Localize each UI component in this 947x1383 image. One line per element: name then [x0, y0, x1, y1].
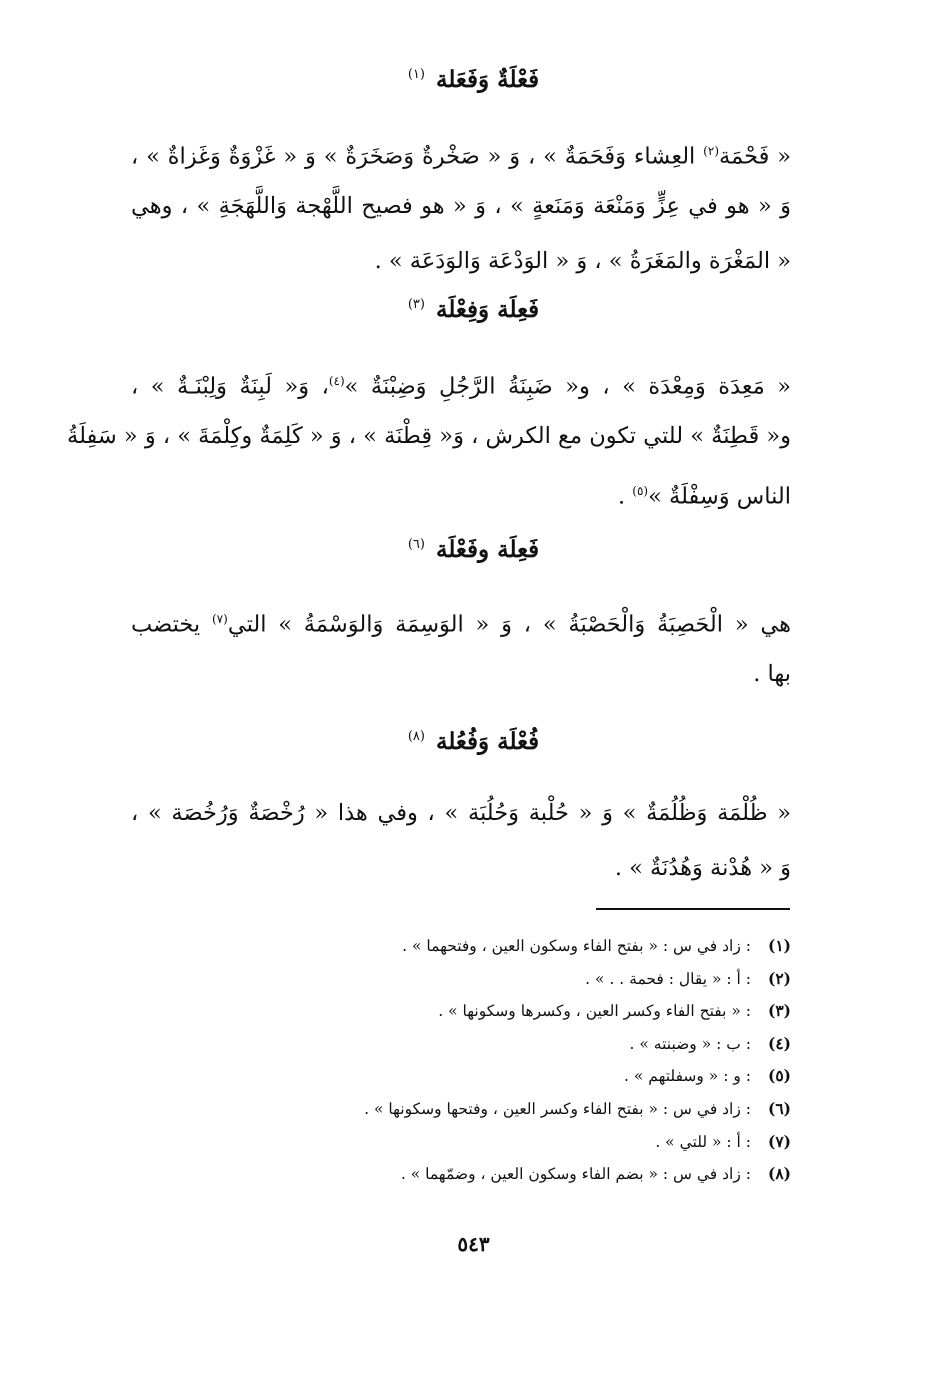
paragraph-line: هي « الْحَصِبَةُ وَالْحَصْبَةُ » ، وَ « الوَسِمَة وَالوَسْمَةُ » التي$^{(٧)}$ يختضب [131, 611, 791, 638]
footnote-divider [596, 908, 790, 910]
page-number: ٥٤٣ [457, 1232, 490, 1256]
section-paragraph-2 [67, 354, 792, 519]
section-heading-3: فَعِلَة وفَعْلَة $^{(٦)}$ [407, 536, 540, 563]
section-paragraph-1 [131, 124, 791, 289]
paragraph-line: وَ « هو في عِزٍّ وَمَنْعَة وَمَنَعةٍ » ، وَ « هو فصيح اللَّهْجة وَاللَّهَجَةِ » ، وهي [131, 193, 791, 219]
section-paragraph-3 [131, 592, 791, 702]
paragraph-line: بها . [753, 661, 791, 687]
footnote-item: (٧): أ : « للتي » . [655, 1131, 791, 1151]
heading-footnote-ref: (٨) [407, 729, 425, 745]
heading-footnote-ref: (٦) [407, 537, 425, 553]
section-heading-4: فُعْلَة وَفُعُلة $^{(٨)}$ [407, 728, 540, 755]
footnote-item: (٤): ب : « وضبنته » . [629, 1033, 791, 1053]
footnote-ref: (٢) [703, 144, 719, 158]
section-heading-2: فَعِلَة وَفِعْلَة $^{(٣)}$ [407, 296, 540, 323]
section-heading-1: فَعْلَةٌ وَفَعَلة $^{(١)}$ [407, 66, 540, 93]
paragraph-line: « فَحْمَة$^{(٢)}$ العِشاء وَفَحَمَةٌ » ، وَ « صَخْرةٌ وَصَخَرَةٌ » وَ « غَزْوَةٌ وَغَزاةٌ » ، [131, 143, 791, 170]
heading-footnote-ref: (١) [407, 67, 425, 83]
footnote-item: (٢): أ : « يقال : فحمة . . » . [585, 968, 791, 988]
footnote-item: (٥): و : « وسفلتهم » . [624, 1066, 791, 1086]
footnote-item: (٦): زاد في س : « بفتح الفاء وكسر العين ، وفتحها وسكونها » . [364, 1098, 791, 1118]
footnotes [131, 930, 791, 1191]
paragraph-line: « ظُلْمَة وَظُلُمَةٌ » وَ « حُلْبة وَحُلُبَة » ، وفي هذا « رُخْصَةٌ وَرُخُصَة » ، [131, 800, 791, 826]
paragraph-line: وَ « هُدْنة وَهُدُنَةٌ » . [614, 855, 791, 881]
footnote-ref: (٤) [328, 374, 345, 388]
footnote-item: (٣): « بفتح الفاء وكسر العين ، وكسرها وسكونها » . [438, 1001, 791, 1021]
footnote-ref: (٧) [211, 612, 228, 626]
footnote-item: (٨): زاد في س : « بضم الفاء وسكون العين ، وضمّهما » . [400, 1164, 791, 1184]
paragraph-line: « المَغْرَة والمَغَرَةُ » ، وَ « الوَدْعَة وَالوَدَعَة » . [374, 248, 791, 274]
section-paragraph-4 [131, 786, 791, 896]
paragraph-line: « مَعِدَة وَمِعْدَة » ، و« ضَبِنَةُ الرَّجُلِ وَضِبْنَةٌ »$^{(٤)}$، وَ« لَبِنَةٌ وَلِبْنَـةٌ » ، [131, 373, 792, 400]
footnote-item: (١): زاد في س : « بفتح الفاء وسكون العين ، وفتحهما » . [402, 936, 791, 955]
paragraph-line: و« قَطِنَةٌ » للتي تكون مع الكرش ، وَ« قِطْنَة » ، وَ « كَلِمَةٌ وكِلْمَةَ » ، وَ « سَفِلَةُ [67, 423, 791, 449]
heading-footnote-ref: (٣) [407, 297, 425, 313]
paragraph-line: الناس وَسِفْلَةٌ »$^{(٥)}$ . [617, 483, 791, 510]
footnote-ref: (٥) [632, 484, 649, 498]
